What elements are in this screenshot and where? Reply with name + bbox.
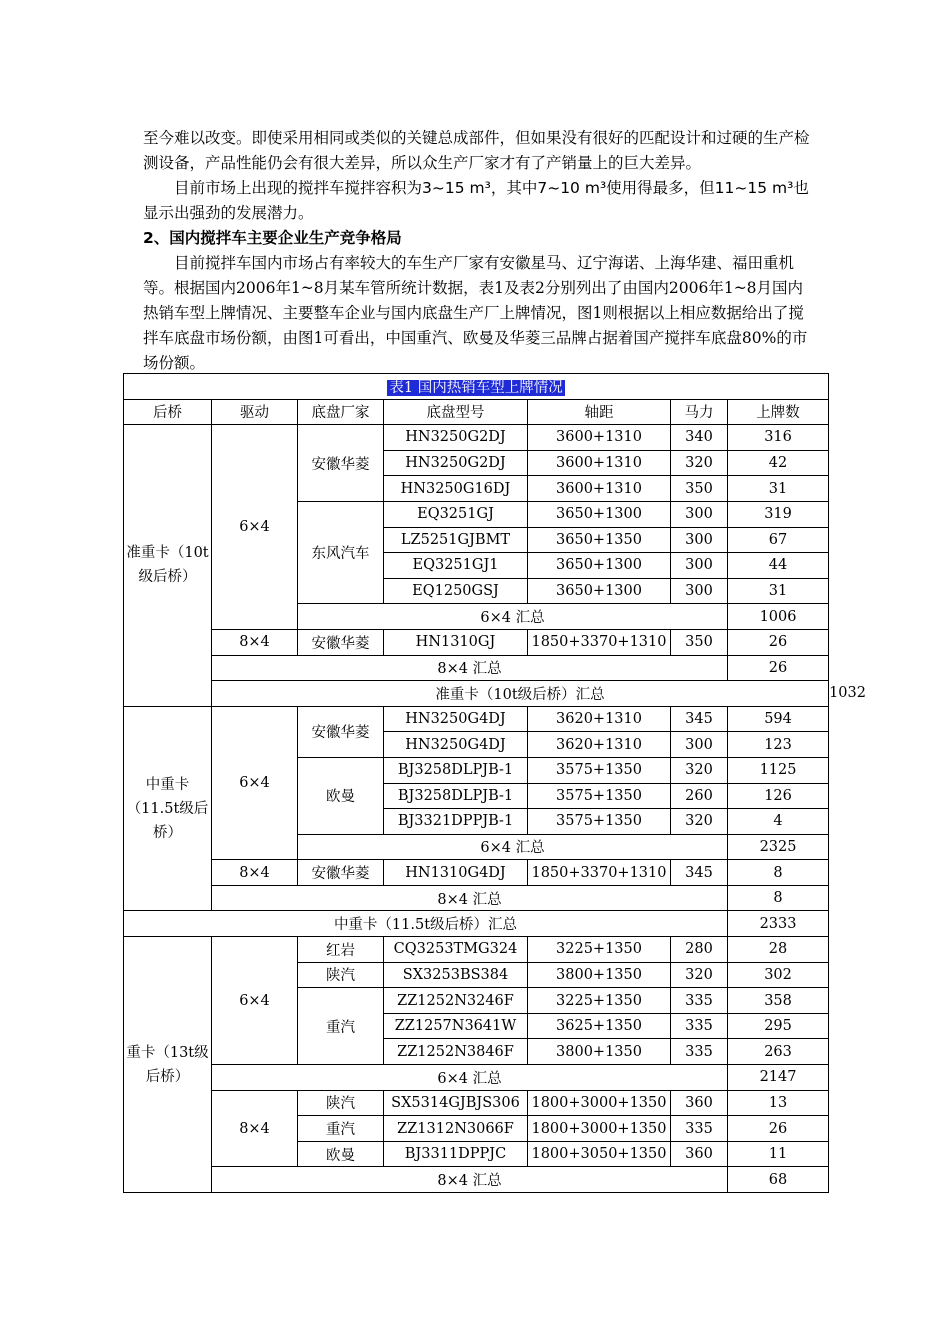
count-cell: 358 [728, 988, 829, 1014]
model-cell: EQ1250GSJ [384, 578, 528, 604]
header-cell: 轴距 [528, 399, 671, 425]
subtotal-value: 2147 [728, 1065, 829, 1091]
hp-cell: 350 [671, 476, 728, 502]
group-total-label: 中重卡（11.5t级后桥）汇总 [124, 911, 728, 937]
table-caption [124, 374, 829, 400]
wheelbase-cell: 3650+1300 [528, 501, 671, 527]
count-cell: 319 [728, 501, 829, 527]
subtotal-value: 2325 [728, 834, 829, 860]
wheelbase-cell: 3575+1350 [528, 757, 671, 783]
wheelbase-cell: 3620+1310 [528, 732, 671, 758]
hp-cell: 320 [671, 809, 728, 835]
count-cell: 126 [728, 783, 829, 809]
header-cell: 后桥 [124, 399, 212, 425]
hp-cell: 345 [671, 706, 728, 732]
subtotal-label: 6×4 汇总 [212, 1065, 728, 1091]
axle-cell: 中重卡（11.5t级后桥） [124, 706, 212, 911]
model-cell: HN3250G2DJ [384, 450, 528, 476]
model-cell: HN3250G16DJ [384, 476, 528, 502]
hp-cell: 300 [671, 578, 728, 604]
model-cell: HN1310G4DJ [384, 860, 528, 886]
model-cell: SX5314GJBJS306 [384, 1090, 528, 1116]
maker-cell: 陕汽 [298, 962, 384, 988]
axle-cell: 准重卡（10t级后桥） [124, 425, 212, 707]
model-cell: HN3250G4DJ [384, 706, 528, 732]
subtotal-label: 6×4 汇总 [298, 604, 728, 630]
caption-row [124, 374, 829, 400]
wheelbase-cell: 1800+3050+1350 [528, 1141, 671, 1167]
hp-cell: 320 [671, 450, 728, 476]
count-cell: 302 [728, 962, 829, 988]
model-cell: SX3253BS384 [384, 962, 528, 988]
drive-cell: 6×4 [212, 937, 298, 1065]
model-cell: BJ3258DLPJB-1 [384, 757, 528, 783]
model-cell: ZZ1252N3846F [384, 1039, 528, 1065]
model-cell: ZZ1252N3246F [384, 988, 528, 1014]
count-cell: 31 [728, 578, 829, 604]
count-cell: 67 [728, 527, 829, 553]
header-cell: 驱动 [212, 399, 298, 425]
wheelbase-cell: 3575+1350 [528, 809, 671, 835]
subtotal-value: 1006 [728, 604, 829, 630]
paragraph-1: 至今难以改变。即使采用相同或类似的关键总成部件，但如果没有很好的匹配设计和过硬的生产检测设备，产品性能仍会有很大差异，所以众生产厂家才有了产销量上的巨大差异。 [143, 129, 810, 172]
drive-cell: 8×4 [212, 1090, 298, 1167]
hp-cell: 320 [671, 757, 728, 783]
p2-range-b: 7~10 m³ [537, 179, 607, 197]
count-cell: 316 [728, 425, 829, 451]
wheelbase-cell: 1850+3370+1310 [528, 629, 671, 655]
p2-text-e: 使用得最多，但 [606, 179, 715, 197]
group-total-row [124, 911, 829, 937]
maker-cell: 安徽华菱 [298, 629, 384, 655]
table-row [124, 706, 829, 732]
table-row [124, 1090, 829, 1116]
count-cell: 8 [728, 860, 829, 886]
model-cell: BJ3258DLPJB-1 [384, 783, 528, 809]
count-cell: 31 [728, 476, 829, 502]
subtotal-row [124, 885, 829, 911]
wheelbase-cell: 3225+1350 [528, 988, 671, 1014]
subtotal-value: 68 [728, 1167, 829, 1193]
model-cell: HN3250G4DJ [384, 732, 528, 758]
drive-cell: 8×4 [212, 629, 298, 655]
subtotal-label: 8×4 汇总 [212, 885, 728, 911]
maker-cell: 重汽 [298, 988, 384, 1065]
wheelbase-cell: 3800+1350 [528, 962, 671, 988]
hp-cell: 360 [671, 1141, 728, 1167]
count-cell: 26 [728, 1116, 829, 1142]
maker-cell: 陕汽 [298, 1090, 384, 1116]
paragraph-2 [143, 176, 815, 226]
wheelbase-cell: 3650+1350 [528, 527, 671, 553]
wheelbase-cell: 3600+1310 [528, 425, 671, 451]
wheelbase-cell: 3575+1350 [528, 783, 671, 809]
p2-text-c: ，其中 [490, 179, 538, 197]
wheelbase-cell: 3650+1300 [528, 553, 671, 579]
subtotal-row [124, 1065, 829, 1091]
header-cell: 马力 [671, 399, 728, 425]
table-row [124, 937, 829, 963]
hp-cell: 280 [671, 937, 728, 963]
subtotal-row [124, 655, 829, 681]
vehicle-registration-table [123, 373, 866, 1193]
wheelbase-cell: 1800+3000+1350 [528, 1090, 671, 1116]
model-cell: BJ3321DPPJB-1 [384, 809, 528, 835]
count-cell: 42 [728, 450, 829, 476]
count-cell: 28 [728, 937, 829, 963]
maker-cell: 安徽华菱 [298, 706, 384, 757]
count-cell: 4 [728, 809, 829, 835]
maker-cell: 安徽华菱 [298, 860, 384, 886]
maker-cell: 欧曼 [298, 757, 384, 834]
hp-cell: 300 [671, 527, 728, 553]
group-total-row: 准重卡（10t级后桥）汇总 1032 [124, 681, 829, 707]
wheelbase-cell: 3600+1310 [528, 476, 671, 502]
drive-cell: 6×4 [212, 425, 298, 630]
maker-cell: 红岩 [298, 937, 384, 963]
subtotal-label: 8×4 汇总 [212, 1167, 728, 1193]
wheelbase-cell: 3620+1310 [528, 706, 671, 732]
model-cell: HN1310GJ [384, 629, 528, 655]
header-row [124, 399, 829, 425]
drive-cell: 6×4 [212, 706, 298, 860]
section-heading: 2、国内搅拌车主要企业生产竞争格局 [143, 229, 402, 247]
wheelbase-cell: 3600+1310 [528, 450, 671, 476]
model-cell: ZZ1257N3641W [384, 1013, 528, 1039]
model-cell: HN3250G2DJ [384, 425, 528, 451]
wheelbase-cell: 1850+3370+1310 [528, 860, 671, 886]
model-cell: CQ3253TMG324 [384, 937, 528, 963]
header-cell: 底盘型号 [384, 399, 528, 425]
group-total-label: 准重卡（10t级后桥）汇总 [212, 681, 829, 707]
table-row [124, 629, 829, 655]
count-cell: 594 [728, 706, 829, 732]
p2-text-g: 也显示出强劲的发展潜力。 [143, 179, 809, 222]
hp-cell: 340 [671, 425, 728, 451]
count-cell: 1125 [728, 757, 829, 783]
count-cell: 26 [728, 629, 829, 655]
hp-cell: 300 [671, 732, 728, 758]
maker-cell: 重汽 [298, 1116, 384, 1142]
hp-cell: 300 [671, 501, 728, 527]
header-cell: 底盘厂家 [298, 399, 384, 425]
hp-cell: 335 [671, 1013, 728, 1039]
subtotal-value: 8 [728, 885, 829, 911]
table-row [124, 860, 829, 886]
subtotal-label: 6×4 汇总 [298, 834, 728, 860]
wheelbase-cell: 3225+1350 [528, 937, 671, 963]
count-cell: 11 [728, 1141, 829, 1167]
wheelbase-cell: 3800+1350 [528, 1039, 671, 1065]
maker-cell: 东风汽车 [298, 501, 384, 603]
model-cell: EQ3251GJ [384, 501, 528, 527]
subtotal-value: 26 [728, 655, 829, 681]
maker-cell: 安徽华菱 [298, 425, 384, 502]
hp-cell: 350 [671, 629, 728, 655]
p2-range-c: 11~15 m³ [714, 179, 794, 197]
hp-cell: 300 [671, 553, 728, 579]
count-cell: 13 [728, 1090, 829, 1116]
p2-range-a: 3~15 m³ [422, 179, 491, 197]
count-cell: 295 [728, 1013, 829, 1039]
hp-cell: 320 [671, 962, 728, 988]
model-cell: LZ5251GJBMT [384, 527, 528, 553]
paragraph-3: 目前搅拌车国内市场占有率较大的车生产厂家有安徽星马、辽宁海诺、上海华建、福田重机等。根据国内2006年1~8月某车管所统计数据，表1及表2分别列出了由国内2006年1~8月国内热销车型上牌情况、主要整车企业与国内底盘生产厂上牌情况，图1则根据以上相应数据给出了搅拌车底盘市场份额，由图1可看出，中国重汽、欧曼及华菱三品牌占据着国产搅拌车底盘80%的市场份额。 [143, 254, 808, 372]
table-row [124, 425, 829, 451]
group-total-value: 2333 [728, 911, 829, 937]
wheelbase-cell: 3650+1300 [528, 578, 671, 604]
model-cell: ZZ1312N3066F [384, 1116, 528, 1142]
hp-cell: 335 [671, 988, 728, 1014]
wheelbase-cell: 3625+1350 [528, 1013, 671, 1039]
maker-cell: 欧曼 [298, 1141, 384, 1167]
count-cell: 263 [728, 1039, 829, 1065]
header-cell: 上牌数 [728, 399, 829, 425]
p2-text-a: 目前市场上出现的搅拌车搅拌容积为 [174, 179, 423, 197]
hp-cell: 260 [671, 783, 728, 809]
model-cell: EQ3251GJ1 [384, 553, 528, 579]
hp-cell: 335 [671, 1039, 728, 1065]
model-cell: BJ3311DPPJC [384, 1141, 528, 1167]
subtotal-label: 8×4 汇总 [212, 655, 728, 681]
count-cell: 123 [728, 732, 829, 758]
hp-cell: 335 [671, 1116, 728, 1142]
axle-cell: 重卡（13t级后桥） [124, 937, 212, 1193]
count-cell: 44 [728, 553, 829, 579]
caption-text: 表1 国内热销车型上牌情况 [389, 379, 563, 396]
subtotal-row [124, 1167, 829, 1193]
hp-cell: 345 [671, 860, 728, 886]
drive-cell: 8×4 [212, 860, 298, 886]
wheelbase-cell: 1800+3000+1350 [528, 1116, 671, 1142]
hp-cell: 360 [671, 1090, 728, 1116]
